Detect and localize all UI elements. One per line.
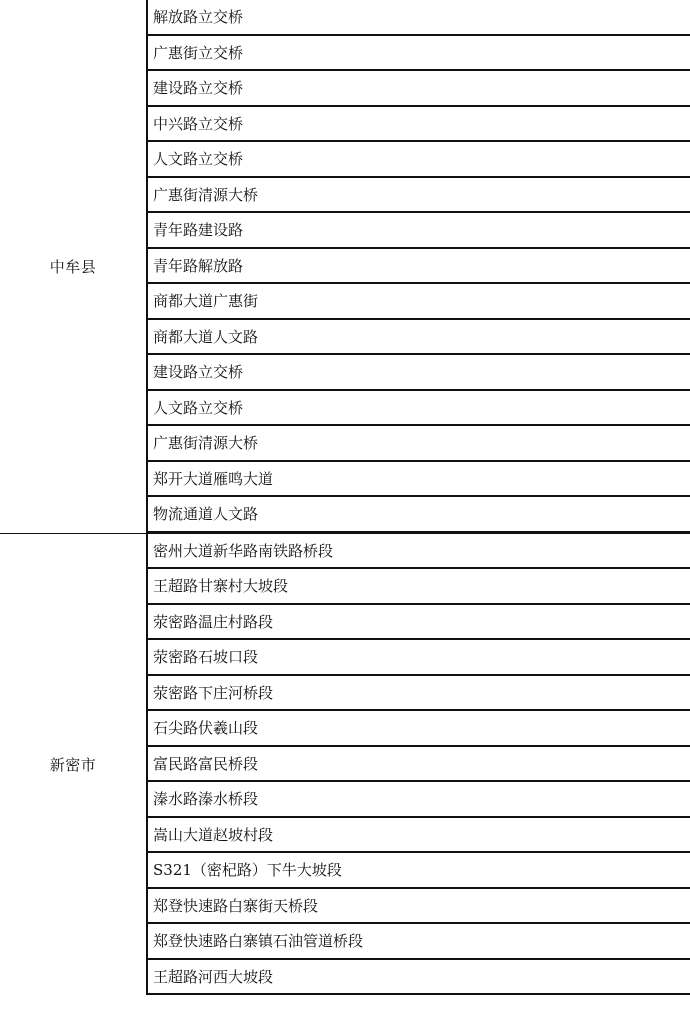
road-row: 中兴路立交桥 (148, 107, 690, 143)
road-row: 建设路立交桥 (148, 355, 690, 391)
road-row: 商都大道广惠街 (148, 284, 690, 320)
road-row: 人文路立交桥 (148, 391, 690, 427)
road-list (146, 534, 690, 996)
road-row: 王超路河西大坡段 (148, 960, 690, 996)
road-row: 建设路立交桥 (148, 71, 690, 107)
road-row: 商都大道人文路 (148, 320, 690, 356)
road-row: 密州大道新华路南铁路桥段 (148, 534, 690, 570)
region-name-cell: 中牟县 (49, 257, 97, 276)
road-row: 王超路甘寨村大坡段 (148, 569, 690, 605)
road-row: 物流通道人文路 (148, 497, 690, 533)
road-row: 广惠街清源大桥 (148, 178, 690, 214)
road-row: 溱水路溱水桥段 (148, 782, 690, 818)
road-row: 广惠街立交桥 (148, 36, 690, 72)
road-row: 郑开大道雁鸣大道 (148, 462, 690, 498)
road-row: 郑登快速路白寨街天桥段 (148, 889, 690, 925)
road-row: 嵩山大道赵坡村段 (148, 818, 690, 854)
road-row: 青年路建设路 (148, 213, 690, 249)
road-row: 青年路解放路 (148, 249, 690, 285)
road-row: 荥密路温庄村路段 (148, 605, 690, 641)
region-group-xinmi (0, 533, 690, 996)
road-row: 解放路立交桥 (148, 0, 690, 36)
road-row: 石尖路伏羲山段 (148, 711, 690, 747)
road-row: 人文路立交桥 (148, 142, 690, 178)
road-row: 荥密路石坡口段 (148, 640, 690, 676)
road-row: S321（密杞路）下牛大坡段 (148, 853, 690, 889)
road-row: 广惠街清源大桥 (148, 426, 690, 462)
road-row: 郑登快速路白寨镇石油管道桥段 (148, 924, 690, 960)
region-name-cell: 新密市 (49, 755, 97, 774)
road-row: 荥密路下庄河桥段 (148, 676, 690, 712)
road-row: 富民路富民桥段 (148, 747, 690, 783)
road-list (146, 0, 690, 533)
